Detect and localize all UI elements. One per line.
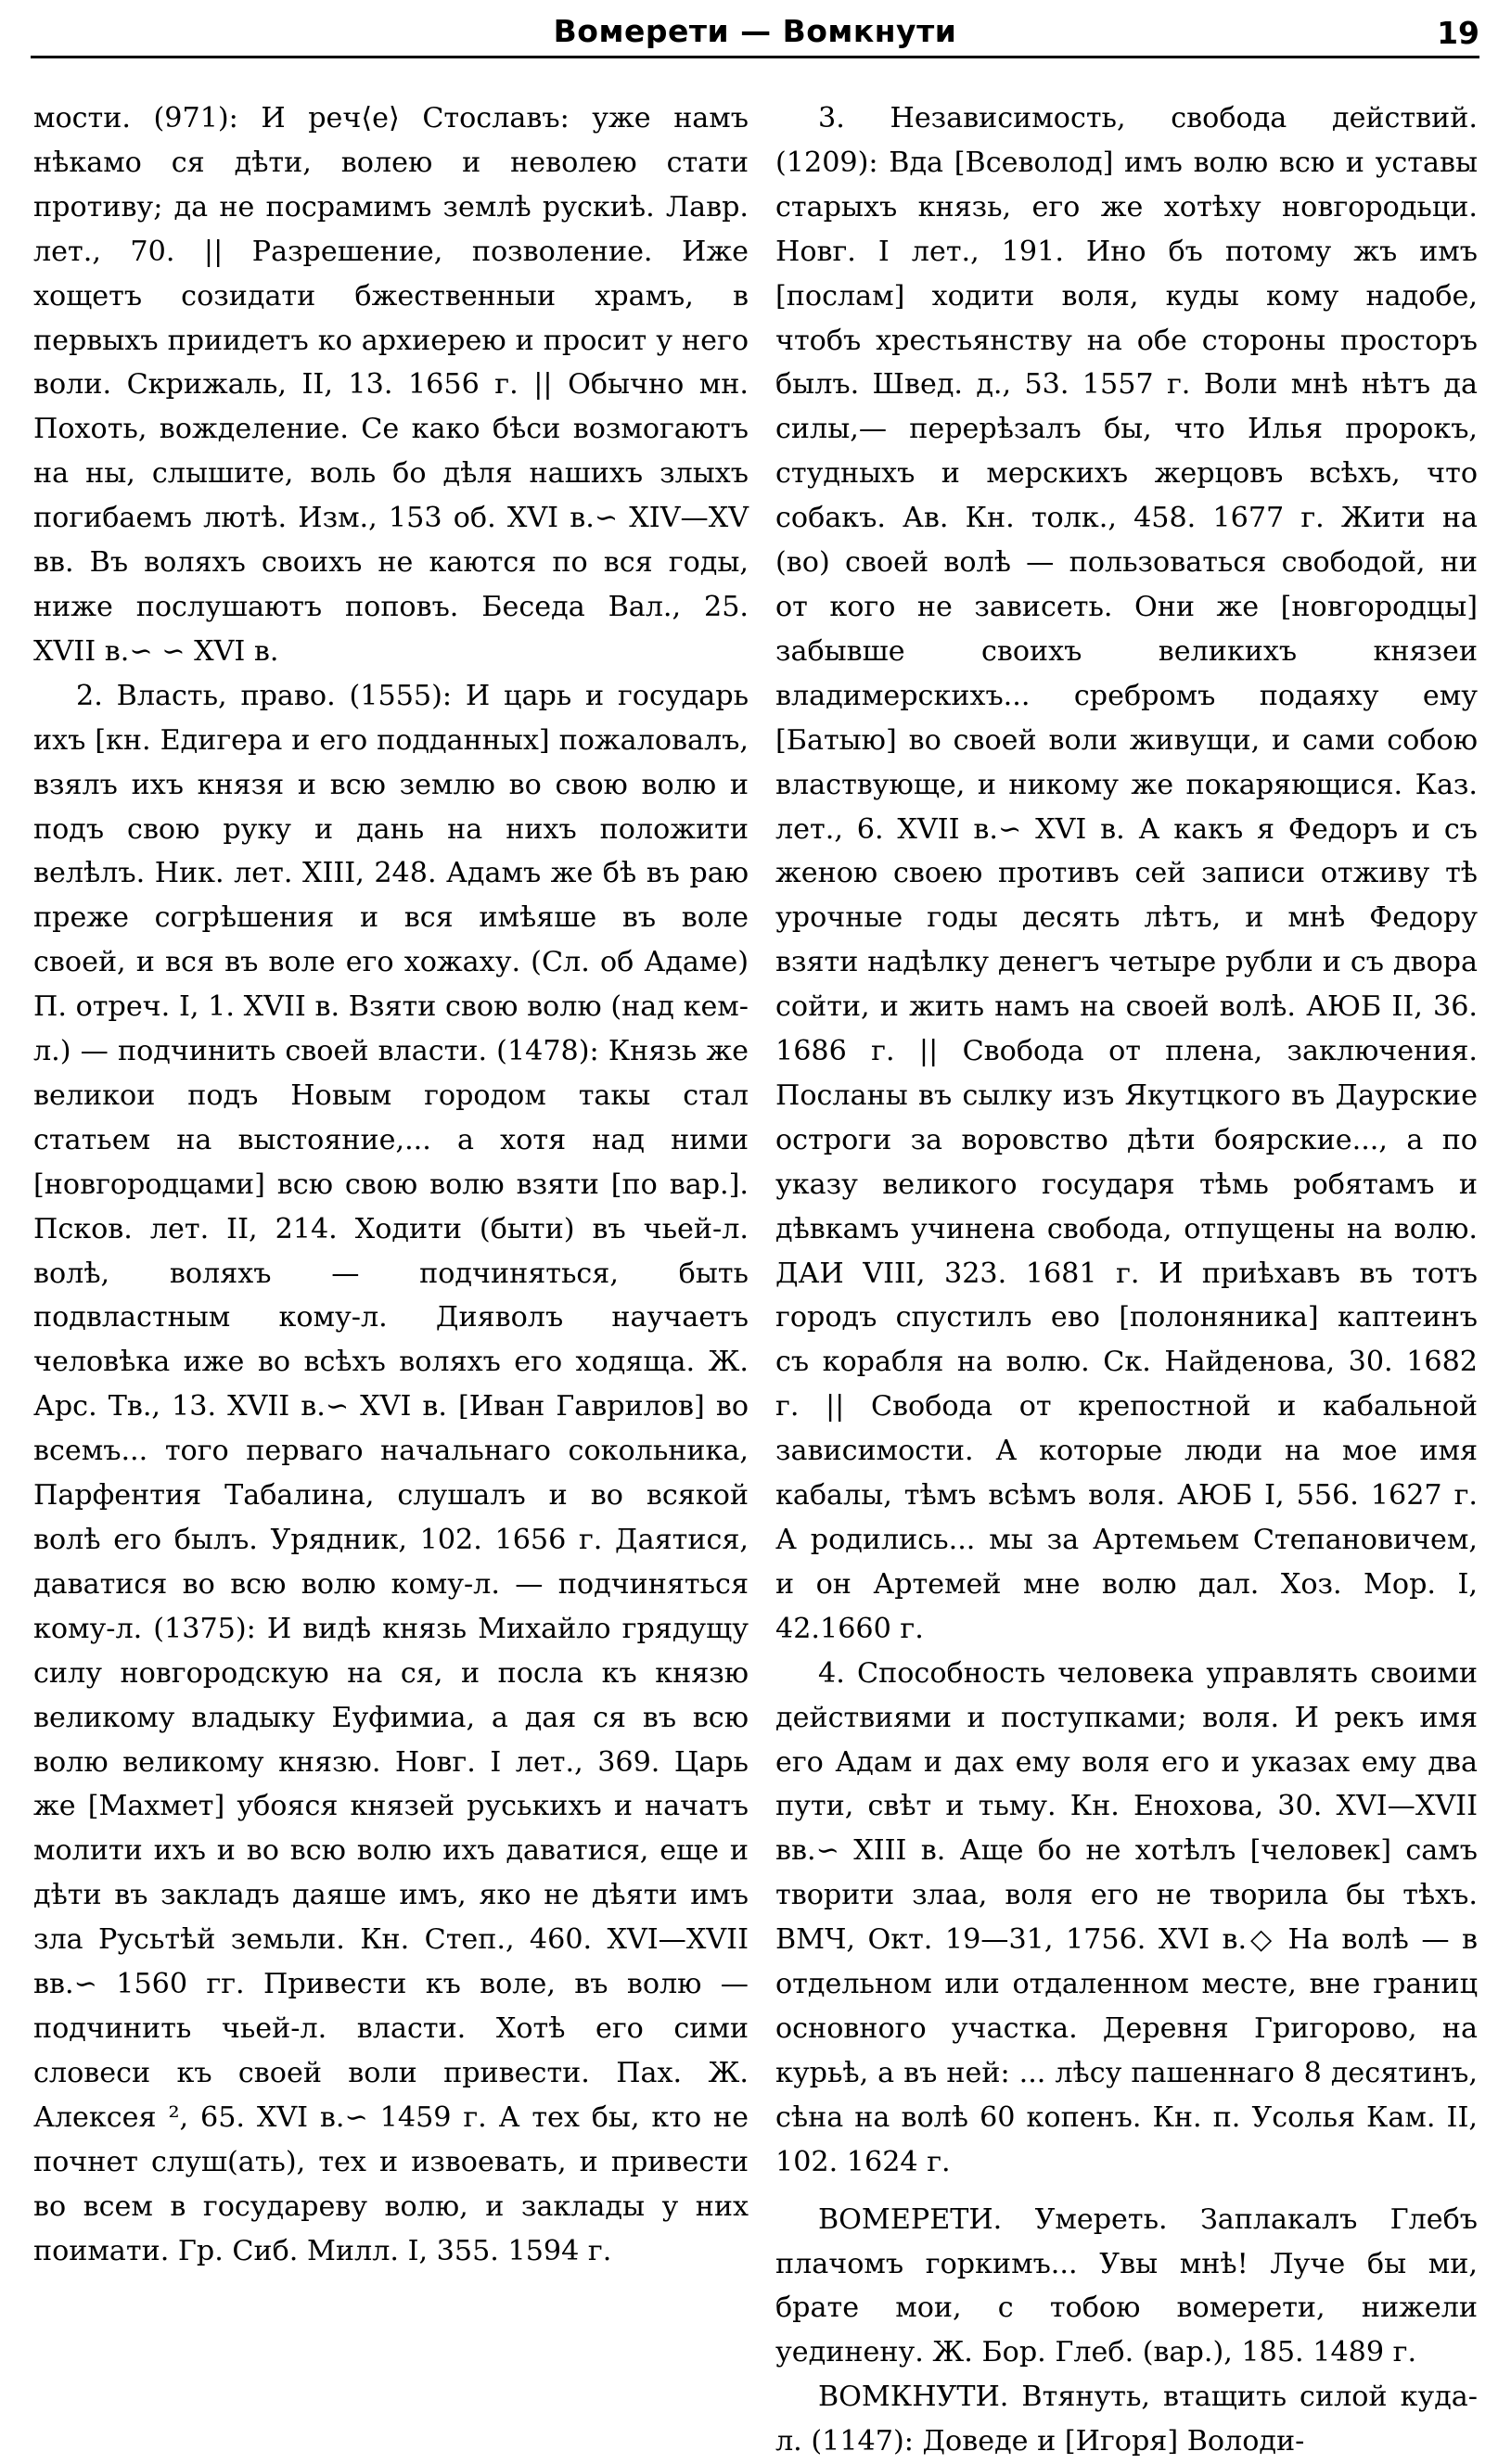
entry-vomereti: ВОМЕРЕТИ. Умереть. Заплакалъ Глебъ плачомъ горкимъ... Увы мнѣ! Луче бы ми, брате мои, с тобою вомерети, нижели уединену. Ж. Бор. Глеб. (вар.), 185. 1489 г. — [775, 2202, 1478, 2369]
right-paragraph-1: 3. Независимость, свобода действий. (1209): Вда [Всеволод] имъ волю всю и уставы старыхъ князь, его же хотѣху новгородьци. Новг. I лет., 191. Ино бъ потому жъ имъ [послам] ходити воля, куды кому надобе, чтобъ хрестьянству на обе стороны просторъ былъ. Швед. д., 53. 1557 г. Воли мнѣ нѣтъ да силы,— перерѣзалъ бы, что Илья пророкъ, студныхъ и мерскихъ жерцовъ всѣхъ, что собакъ. Ав. Кн. толк., 458. 1677 г. Жити на (во) своей волѣ — пользоваться свободой, ни от кого не зависеть. Они же [новгородцы] забывше своихъ великихъ князеи владимерскихъ... сребромъ подаяху ему [Батыю] во своей воли живущи, и сами собою властвующе, и никому же покаряющися. Каз. лет., 6. XVII в.∽ XVI в. А какъ я Федоръ и съ женою своею противъ сей записи отживу тѣ урочные годы десять лѣтъ, и мнѣ Федору взяти надѣлку денегъ четыре рубли и съ двора сойти, и жить намъ на своей волѣ. АЮБ II, 36. 1686 г. || Свобода от плена, заключения. Посланы въ сылку изъ Якутцкого въ Даурские остроги за воровство дѣти боярские..., а по указу великого государя тѣмь робятамъ и дѣвкамъ учинена свобода, отпущены на волю. ДАИ VIII, 323. 1681 г. И приѣхавъ въ тотъ городъ спустилъ ево [полоняника] каптеинъ съ корабля на волю. Ск. Найденова, 30. 1682 г. || Свобода от крепостной и кабальной зависимости. А которые люди на мое имя кабалы, тѣмъ всѣмъ воля. АЮБ I, 556. 1627 г. А родились... мы за Артемьем Степановичем, и он Артемей мне волю дал. Хоз. Мор. I, 42.1660 г. — [775, 102, 1478, 1645]
right-paragraph-2: 4. Способность человека управлять своими действиями и поступками; воля. И рекъ имя его Адам и дах ему воля его и указах ему два пути, свѣт и тьму. Кн. Енохова, 30. XVI—XVII вв.∽ XIII в. Аще бо не хотѣлъ [человек] самъ творити злаа, воля его не творила бы тѣхъ. ВМЧ, Окт. 19—31, 1756. XVI в.◇ На волѣ — в отдельном или отдаленном месте, вне границ основного участка. Деревня Григорово, на курьѣ, а въ ней: ... лѣсу пашеннаго 8 десятинъ, сѣна на волѣ 60 копенъ. Кн. п. Усолья Кам. II, 102. 1624 г. — [775, 1656, 1478, 2178]
left-column — [33, 96, 749, 2273]
page-header — [31, 13, 1479, 50]
right-column — [775, 96, 1478, 2464]
running-title: Вомерети — Вомкнути — [553, 13, 957, 49]
entry-vomknuti: ВОМКНУТИ. Втянуть, втащить силой куда-л. (1147): Доведе и [Игоря] Володи- — [775, 2381, 1478, 2458]
left-paragraph-2: 2. Власть, право. (1555): И царь и государь ихъ [кн. Едигера и его подданных] пожаловалъ, взялъ ихъ князя и всю землю во свою волю и подъ свою руку и дань на нихъ положити велѣлъ. Ник. лет. XIII, 248. Адамъ же бѣ въ раю преже согрѣшения и вся имѣяше въ воле своей, и вся въ воле его хожаху. (Сл. об Адаме) П. отреч. I, 1. XVII в. Взяти свою волю (над кем-л.) — подчинить своей власти. (1478): Князь же великои подъ Новым городом такы стал статьем на выстояние,... а хотя над ними [новгородцами] всю свою волю взяти [по вар.]. Псков. лет. II, 214. Ходити (быти) въ чьей-л. волѣ, воляхъ — подчиняться, быть подвластным кому-л. Дияволъ научаетъ человѣка иже во всѣхъ воляхъ его ходяща. Ж. Арс. Тв., 13. XVII в.∽ XVI в. [Иван Гаврилов] во всемъ... того перваго начальнаго сокольника, Парфентия Табалина, слушалъ и во всякой волѣ его былъ. Урядник, 102. 1656 г. Даятися, даватися во всю волю кому-л. — подчиняться кому-л. (1375): И видѣ князь Михайло грядущу силу новгородскую на ся, и посла къ князю великому владыку Еуфимиа, а дая ся въ всю волю великому князю. Новг. I лет., 369. Царь же [Махмет] убояся князей руськихъ и начатъ молити ихъ и во всю волю ихъ даватися, еще и дѣти въ закладъ даяше имъ, яко не дѣяти имъ зла Русьтѣй земьли. Кн. Степ., 460. XVI—XVII вв.∽ 1560 гг. Привести къ воле, въ волю — подчинить чьей-л. власти. Хотѣ его сими словеси къ своей воли привести. Пах. Ж. Алексея ², 65. XVI в.∽ 1459 г. А тех бы, кто не почнет слуш(ать), тех и извоевать, и привести во всем в государеву волю, и заклады у них поимати. Гр. Сиб. Милл. I, 355. 1594 г. — [33, 679, 749, 2267]
page-number: 19 — [1437, 15, 1479, 51]
header-rule — [31, 56, 1479, 58]
left-paragraph-1: мости. (971): И реч⟨е⟩ Стославъ: уже намъ нѣкамо ся дѣти, волею и неволею стати противу; да не посрамимъ землѣ рускиѣ. Лавр. лет., 70. || Разрешение, позволение. Иже хощетъ созидати бжественныи храмъ, в первыхъ приидетъ ко архиерею и просит у него воли. Скрижаль, II, 13. 1656 г. || Обычно мн. Похоть, вожделение. Се како бѣси возмогаютъ на ны, слышите, воль бо дѣля нашихъ злыхъ погибаемъ лютѣ. Изм., 153 об. XVI в.∽ XIV—XV вв. Въ воляхъ своихъ не каются по вся годы, ниже послушаютъ поповъ. Беседа Вал., 25. XVII в.∽ ∽ XVI в. — [33, 102, 749, 668]
